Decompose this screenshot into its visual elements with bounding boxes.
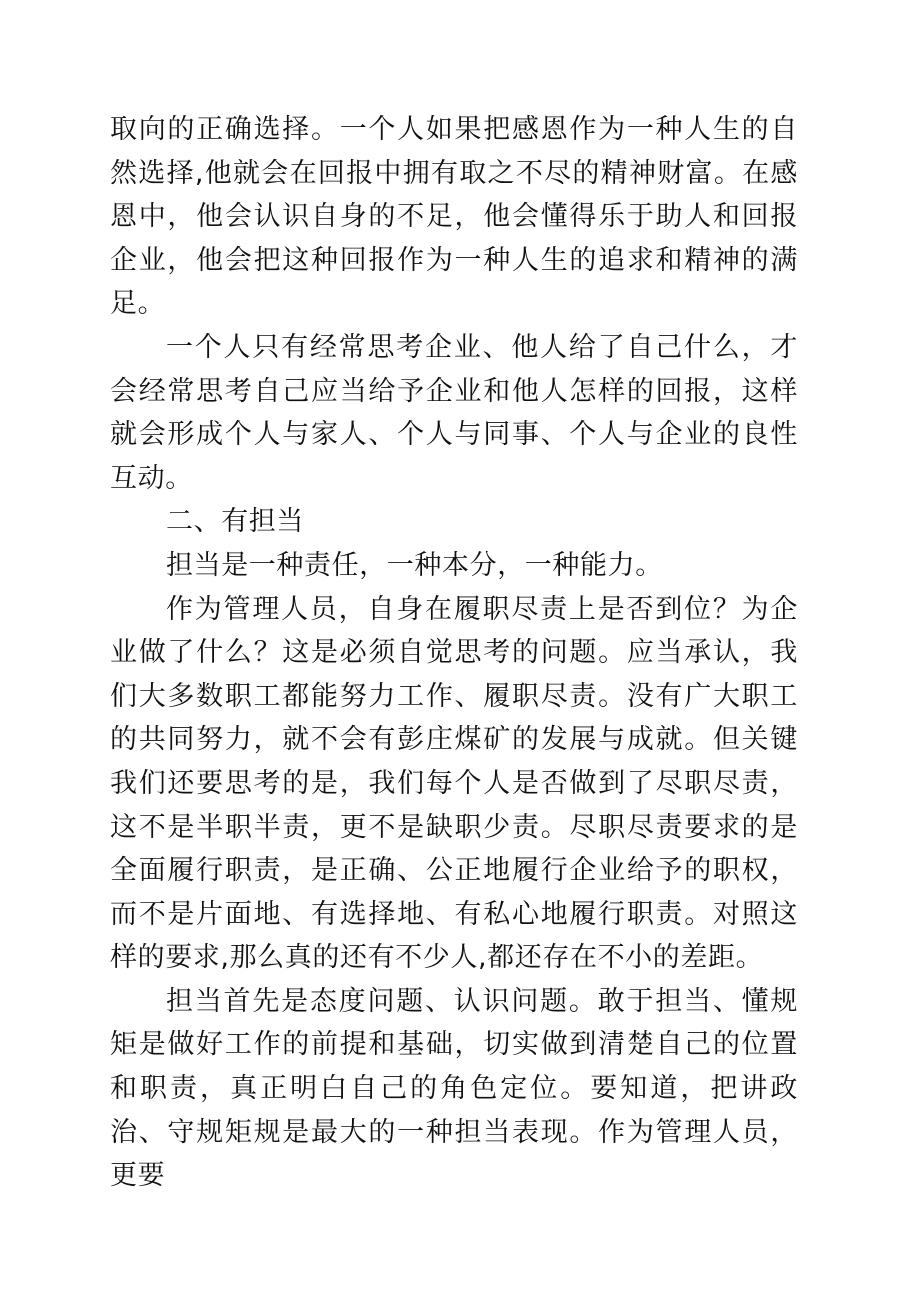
document-body (110, 108, 798, 1198)
paragraph-managers-duty: 作为管理人员，自身在履职尽责上是否到位？为企业做了什么？这是必须自觉思考的问题。应当承认，我们大多数职工都能努力工作、履职尽责。没有广大职工的共同努力，就不会有彭庄煤矿的发展与成就。但关键我们还要思考的是，我们每个人是否做到了尽职尽责，这不是半职半责，更不是缺职少责。尽职尽责要求的是全面履行职责，是正确、公正地履行企业给予的职权，而不是片面地、有选择地、有私心地履行职责。对照这样的要求,那么真的还有不少人,都还存在不小的差距。 (110, 593, 798, 974)
paragraph-continuation: 取向的正确选择。一个人如果把感恩作为一种人生的自然选择,他就会在回报中拥有取之不尽的精神财富。在感恩中，他会认识自身的不足，他会懂得乐于助人和回报企业，他会把这种回报作为一种人生的追求和精神的满足。 (110, 114, 798, 320)
paragraph-attitude: 担当首先是态度问题、认识问题。敢于担当、懂规矩是做好工作的前提和基础，切实做到清楚自己的位置和职责，真正明白自己的角色定位。要知道，把讲政治、守规矩规是最大的一种担当表现。作为管理人员，更要 (110, 985, 798, 1192)
section-heading-responsibility: 二、有担当 (166, 506, 304, 538)
paragraph-reflection: 一个人只有经常思考企业、他人给了自己什么，才会经常思考自己应当给予企业和他人怎样的回报，这样就会形成个人与家人、个人与同事、个人与企业的良性互动。 (110, 331, 798, 494)
paragraph-definition: 担当是一种责任，一种本分，一种能力。 (166, 549, 663, 581)
